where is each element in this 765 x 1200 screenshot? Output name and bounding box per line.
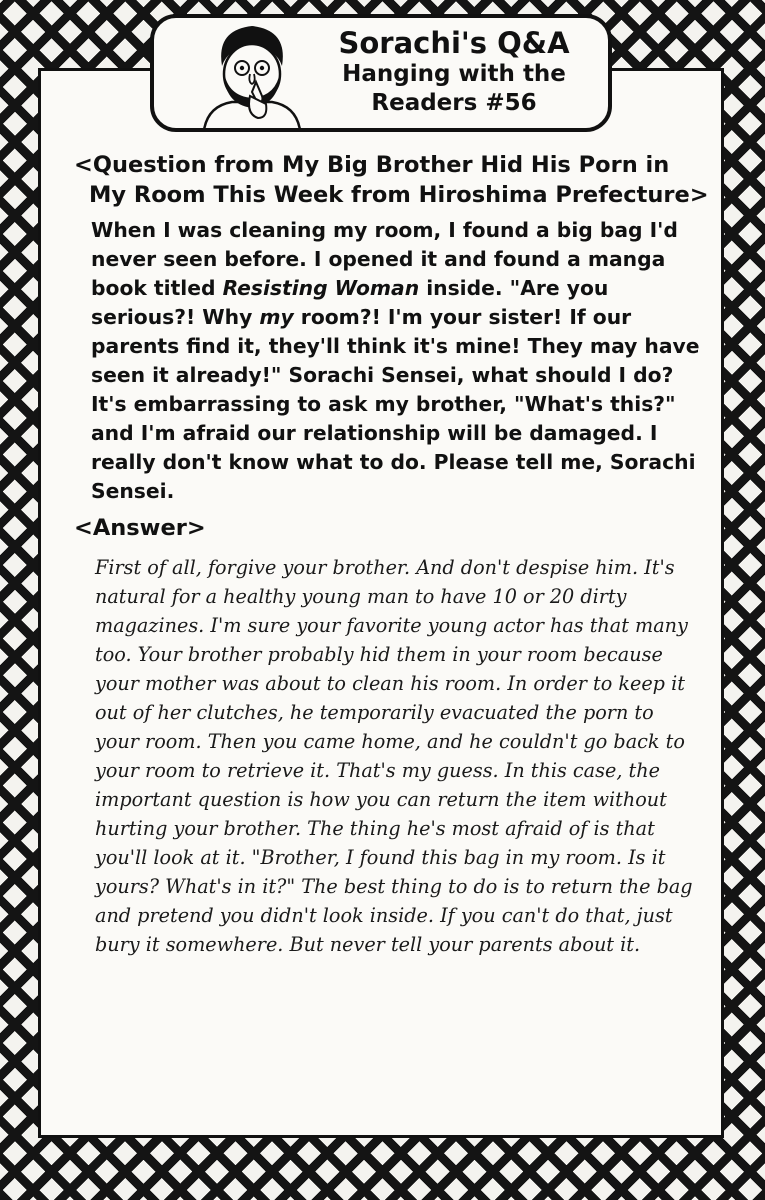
answer-text: First of all, forgive your brother. And don't despise him. It's natural for a healthy young man to have 10 or 20 dirty magazines. I'm sure your favorite young actor has that many too. Your brother probably hid them in your room because your mother was about to clean his room. In order to keep it out of her clutches, he temporarily evacuated the porn to your room. Then you came home, and he couldn't go back to your room to retrieve it. That's my guess. In this case, the important question is how you can return the item without hurting your brother. The thing he's most afraid of is that you'll look at it. "Brother, I found this bag in my room. Is it yours? What's in it?" The best thing to do is to return the bag and pretend you didn't look inside. If you can't do that, just bury it somewhere. But never tell your parents about it. bbox=[95, 556, 693, 956]
question-text bbox=[74, 216, 714, 506]
header-title: Sorachi's Q&A bbox=[338, 26, 570, 60]
qa-content bbox=[74, 150, 714, 959]
question-heading-line2: My Room This Week from Hiroshima Prefecture> bbox=[89, 182, 709, 208]
question-text-part3: room?! I'm your sister! If our parents find it, they'll think it's mine! They may have seen it already!" Sorachi Sensei, what should I do? It's embarrassing to ask my brother, "What's this?" and I'm afraid our relationship will be damaged. I really don't know what to do. Please tell me, Sorachi Sensei. bbox=[91, 305, 700, 503]
header-box bbox=[150, 14, 612, 132]
emphasis-word: my bbox=[259, 305, 294, 329]
question-heading-line1: <Question from My Big Brother Hid His Porn in bbox=[74, 152, 670, 178]
answer-heading: <Answer> bbox=[74, 515, 206, 541]
book-title: Resisting Woman bbox=[222, 276, 420, 300]
author-portrait-icon bbox=[202, 22, 302, 130]
header-subtitle-line2: Readers #56 bbox=[371, 90, 537, 116]
header-subtitle-line1: Hanging with the bbox=[342, 61, 566, 87]
question-text-part2: inside. "Are you serious?! Why bbox=[91, 276, 609, 329]
question-heading bbox=[74, 150, 714, 210]
question-text-part1: When I was cleaning my room, I found a big bag I'd never seen before. I opened it and found a manga book titled bbox=[91, 218, 678, 300]
